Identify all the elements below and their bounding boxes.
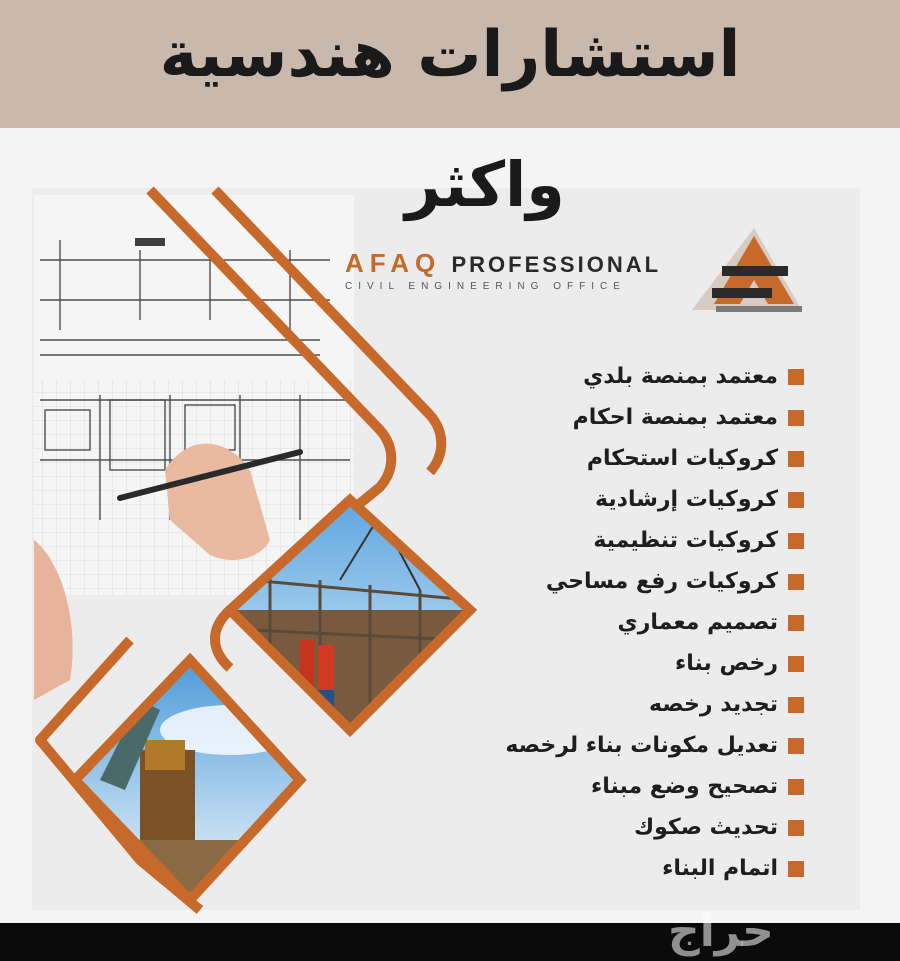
list-item: تعديل مكونات بناء لرخصه (384, 725, 804, 766)
list-item: كروكيات استحكام (384, 438, 804, 479)
square-bullet-icon (788, 861, 804, 877)
list-item: تجديد رخصه (384, 684, 804, 725)
list-item: تصميم معماري (384, 602, 804, 643)
brand-name-secondary: PROFESSIONAL (451, 252, 662, 277)
list-item: كروكيات إرشادية (384, 479, 804, 520)
list-item: معتمد بمنصة بلدي (384, 356, 804, 397)
services-list (384, 356, 804, 889)
watermark: حراج (668, 906, 774, 957)
poster-subtitle: واكثر (405, 148, 565, 221)
list-item: رخص بناء (384, 643, 804, 684)
square-bullet-icon (788, 697, 804, 713)
square-bullet-icon (788, 820, 804, 836)
list-item: تصحيح وضع مبناء (384, 766, 804, 807)
brand-name-primary: AFAQ (345, 248, 442, 278)
square-bullet-icon (788, 533, 804, 549)
square-bullet-icon (788, 738, 804, 754)
poster-title: استشارات هندسية (159, 18, 741, 92)
construction-photo-2 (75, 660, 305, 900)
brand-name (345, 248, 685, 279)
square-bullet-icon (788, 574, 804, 590)
list-item: معتمد بمنصة احكام (384, 397, 804, 438)
square-bullet-icon (788, 615, 804, 631)
square-bullet-icon (788, 451, 804, 467)
brand-tagline: CIVIL ENGINEERING OFFICE (345, 281, 626, 292)
square-bullet-icon (788, 369, 804, 385)
company-logo-icon (686, 222, 808, 318)
square-bullet-icon (788, 656, 804, 672)
list-item: كروكيات رفع مساحي (384, 561, 804, 602)
list-item: تحديث صكوك (384, 807, 804, 848)
list-item: كروكيات تنظيمية (384, 520, 804, 561)
square-bullet-icon (788, 492, 804, 508)
square-bullet-icon (788, 779, 804, 795)
square-bullet-icon (788, 410, 804, 426)
brand-block (345, 248, 685, 292)
list-item: اتمام البناء (384, 848, 804, 889)
